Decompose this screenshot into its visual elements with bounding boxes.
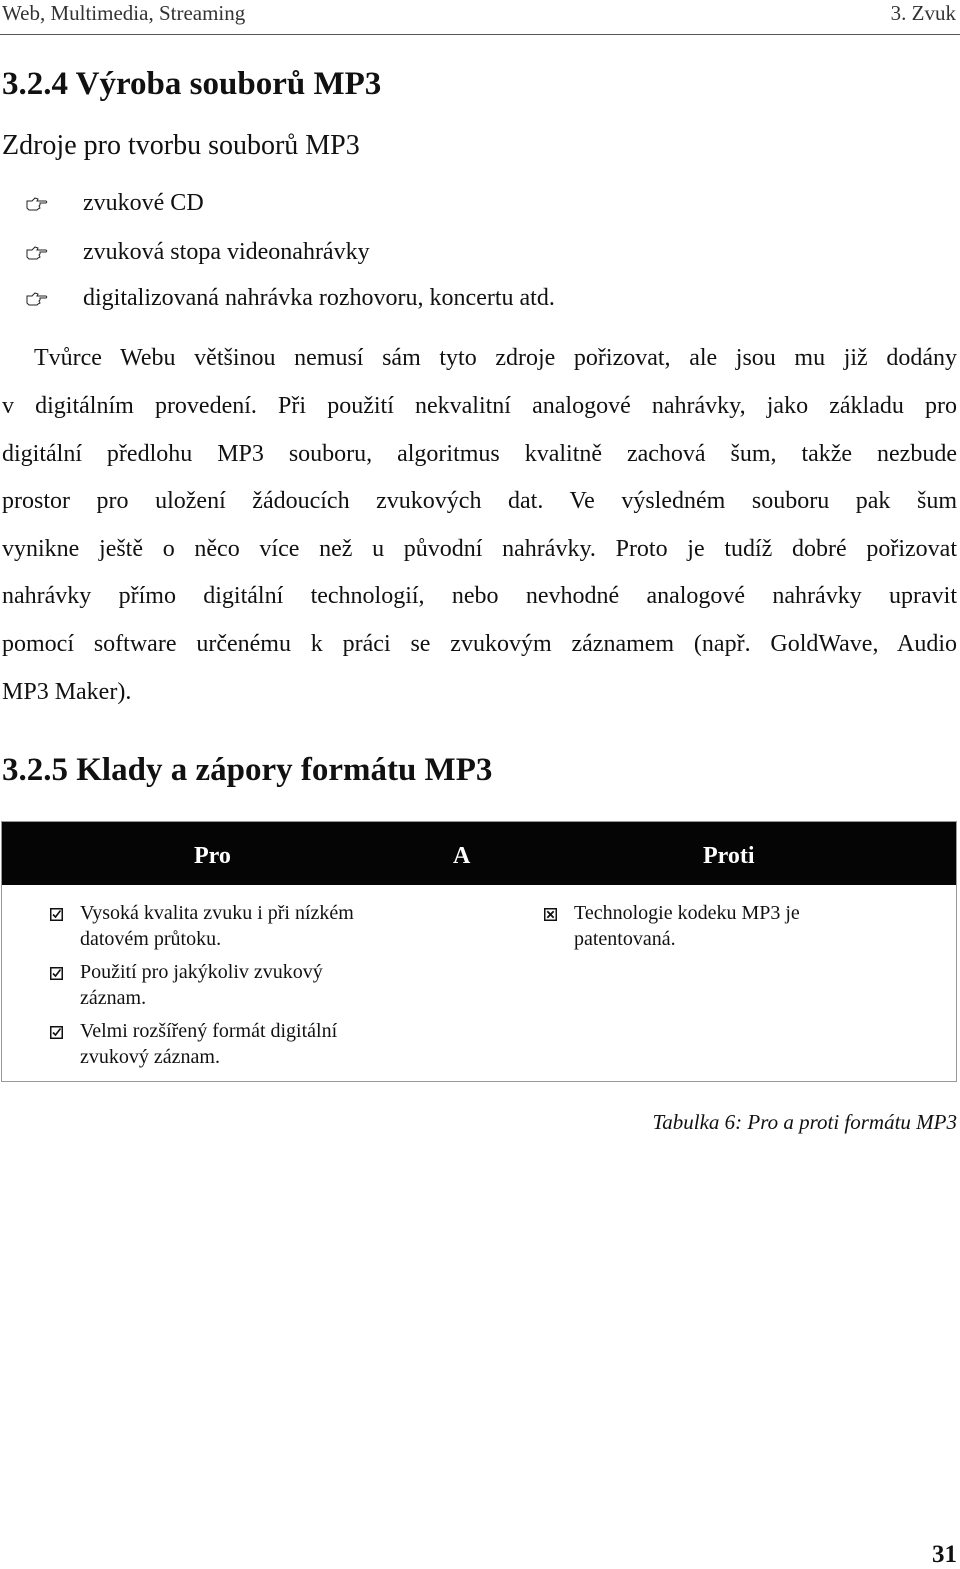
list-item-text: zvukové CD: [83, 190, 204, 216]
paragraph-line: MP3 Maker).: [2, 679, 132, 705]
pro-item-line: datovém průtoku.: [80, 928, 222, 950]
pro-item-line: zvukový záznam.: [80, 1046, 220, 1068]
pro-item-line: Použití pro jakýkoliv zvukový: [80, 961, 323, 983]
table-header-a: A: [453, 843, 471, 869]
checked-box-icon: [50, 967, 63, 980]
list-item: [0, 234, 960, 270]
paragraph-line: pomocí software určenému k práci se zvukovým záznamem (např. GoldWave, Audio: [2, 631, 957, 657]
pros-cons-table: [1, 821, 957, 1082]
page-number: 31: [932, 1541, 957, 1568]
checked-box-icon: [50, 1026, 63, 1039]
table-header-row: [2, 822, 956, 885]
header-divider: [0, 34, 960, 35]
paragraph-line: prostor pro uložení žádoucích zvukových dat. Ve výsledném souboru pak šum: [2, 488, 957, 514]
checked-box-icon: [50, 908, 63, 921]
section-heading: 3.2.4 Výroba souborů MP3: [2, 66, 382, 102]
pro-item-line: Velmi rozšířený formát digitální: [80, 1020, 338, 1042]
pointing-hand-icon: [26, 197, 48, 211]
paragraph-line: v digitálním provedení. Při použití nekvalitní analogové nahrávky, jako základu pro: [2, 393, 957, 419]
crossed-box-icon: [544, 908, 557, 921]
table-header-proti: Proti: [703, 843, 755, 869]
pointing-hand-icon: [26, 246, 48, 260]
paragraph-line: digitální předlohu MP3 souboru, algoritmus kvalitně zachová šum, takže nezbude: [2, 441, 957, 467]
paragraph-line: Tvůrce Webu většinou nemusí sám tyto zdroje pořizovat, ale jsou mu již dodány: [34, 345, 957, 371]
paragraph-line: vynikne ještě o něco více než u původní nahrávky. Proto je tudíž dobré pořizovat: [2, 536, 957, 562]
pro-item-line: Vysoká kvalita zvuku i při nízkém: [80, 902, 354, 924]
table-header-pro: Pro: [194, 843, 231, 869]
list-item-text: digitalizovaná nahrávka rozhovoru, koncertu atd.: [83, 285, 555, 311]
running-header-right: 3. Zvuk: [890, 1, 956, 25]
list-item: [0, 185, 960, 221]
running-header-left: Web, Multimedia, Streaming: [2, 1, 246, 25]
list-item-text: zvuková stopa videonahrávky: [83, 239, 370, 265]
table-caption: Tabulka 6: Pro a proti formátu MP3: [652, 1110, 957, 1134]
pointing-hand-icon: [26, 292, 48, 306]
section-heading: 3.2.5 Klady a zápory formátu MP3: [2, 752, 493, 788]
pro-item-line: záznam.: [80, 987, 147, 1009]
subsection-heading: Zdroje pro tvorbu souborů MP3: [2, 130, 360, 161]
list-item: [0, 280, 960, 316]
paragraph-line: nahrávky přímo digitální technologií, nebo nevhodné analogové nahrávky upravit: [2, 583, 957, 609]
contra-item-line: patentovaná.: [574, 928, 676, 950]
contra-item-line: Technologie kodeku MP3 je: [574, 902, 800, 924]
